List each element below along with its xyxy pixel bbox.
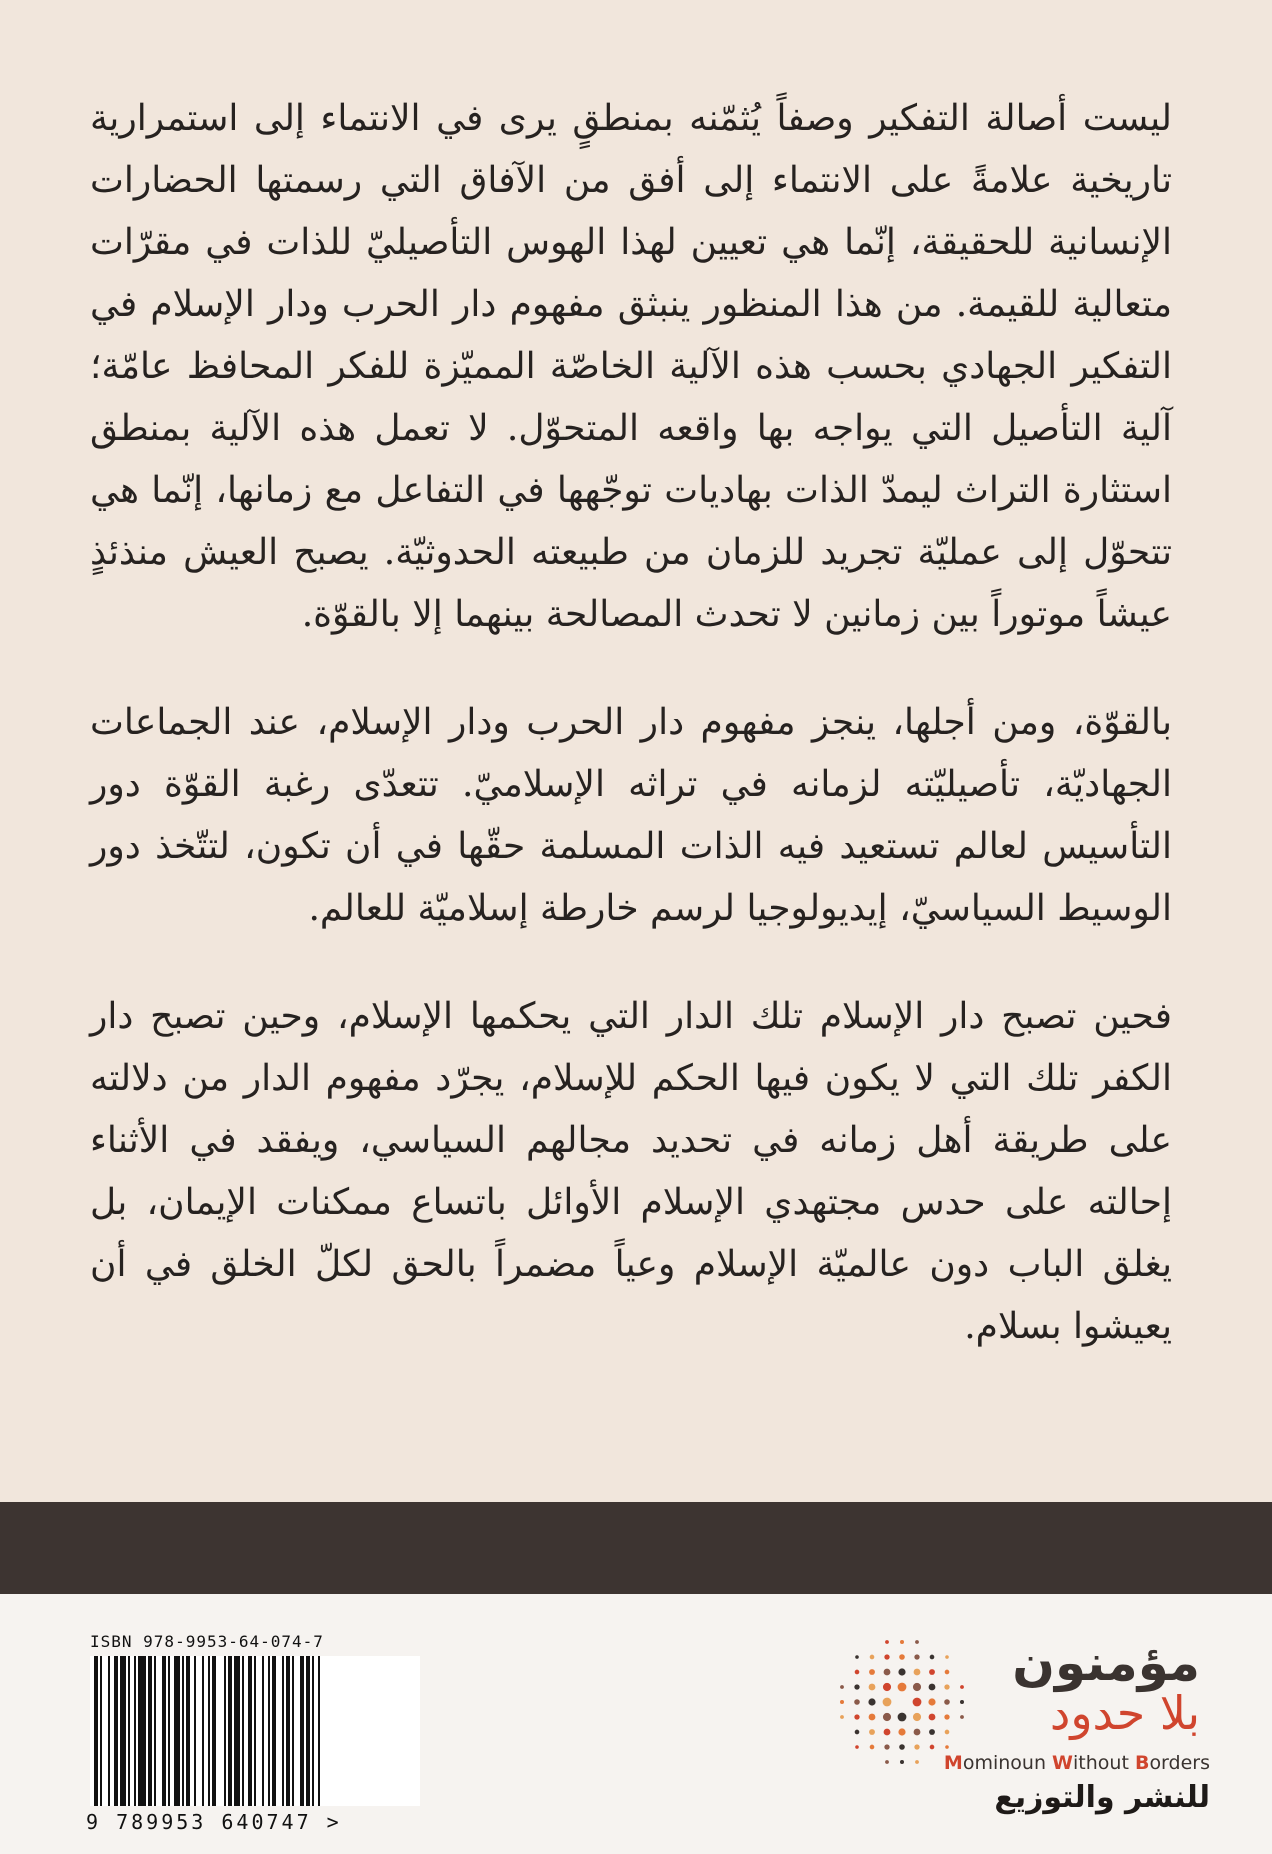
logo-letter-b: B xyxy=(1134,1752,1150,1774)
paragraph-3: فحين تصبح دار الإسلام تلك الدار التي يحكمها الإسلام، وحين تصبح دار الكفر تلك التي لا يكون فيها الحكم للإسلام، يجرّد مفهوم الدار من دلالته على طريقة أهل زمانه في تحديد مجالهم السياسي، ويفقد في الأثناء إحالته على حدس مجتهدي الإسلام الأوائل باتساع ممكنات الإيمان، بل يغلق الباب دون عالميّة الإسلام وعياً مضمراً بالحق لكلّ الخلق في أن يعيشوا بسلام. xyxy=(90,996,1172,1347)
logo-letter-w: W xyxy=(1052,1752,1074,1774)
barcode xyxy=(90,1656,420,1806)
logo-word-3: orders xyxy=(1149,1752,1210,1774)
dark-band xyxy=(0,1502,1272,1594)
logo-word-2: ithout xyxy=(1073,1752,1135,1774)
publisher-name-english xyxy=(944,1752,1210,1774)
isbn-label: ISBN 978-9953-64-074-7 xyxy=(90,1632,324,1651)
paragraph-1: ليست أصالة التفكير وصفاً يُثمّنه بمنطقٍ يرى في الانتماء إلى استمرارية تاريخية علامةً على الانتماء إلى أفق من الآفاق التي رسمتها الحضارات الإنسانية للحقيقة، إنّما هي تعيين لهذا الهوس التأصيليّ للذات في مقرّات متعالية للقيمة. من هذا المنظور ينبثق مفهوم دار الحرب ودار الإسلام في التفكير الجهادي بحسب هذه الآلية الخاصّة المميّزة للفكر المحافظ عامّة؛ آلية التأصيل التي يواجه بها واقعه المتحوّل. لا تعمل هذه الآلية بمنطق استثارة التراث ليمدّ الذات بهاديات توجّهها في التفاعل مع زمانها، إنّما هي تتحوّل إلى عمليّة تجريد للزمان من طبيعته الحدوثيّة. يصبح العيش منذئذٍ عيشاً موتوراً بين زمانين لا تحدث المصالحة بينهما إلا بالقوّة. xyxy=(90,98,1172,635)
back-cover-text xyxy=(90,88,1172,1358)
paragraph-2: بالقوّة، ومن أجلها، ينجز مفهوم دار الحرب ودار الإسلام، عند الجماعات الجهاديّة، تأصيليّته لزمانه في تراثه الإسلاميّ. تتعدّى رغبة القوّة دور التأسيس لعالم تستعيد فيه الذات المسلمة حقّها في أن تكون، لتتّخذ دور الوسيط السياسيّ، إيديولوجيا لرسم خارطة إسلاميّة للعالم. xyxy=(90,702,1173,929)
barcode-digits: 9 789953 640747 > xyxy=(86,1810,342,1834)
publisher-name-bottom: بلا حدود xyxy=(1049,1686,1200,1740)
logo-word-1: ominoun xyxy=(962,1752,1053,1774)
logo-letter-m: M xyxy=(943,1752,963,1774)
publisher-distribution: للنشر والتوزيع xyxy=(994,1780,1210,1815)
publisher-logo xyxy=(830,1630,1210,1830)
publisher-name-top: مؤمنون xyxy=(1012,1634,1200,1692)
